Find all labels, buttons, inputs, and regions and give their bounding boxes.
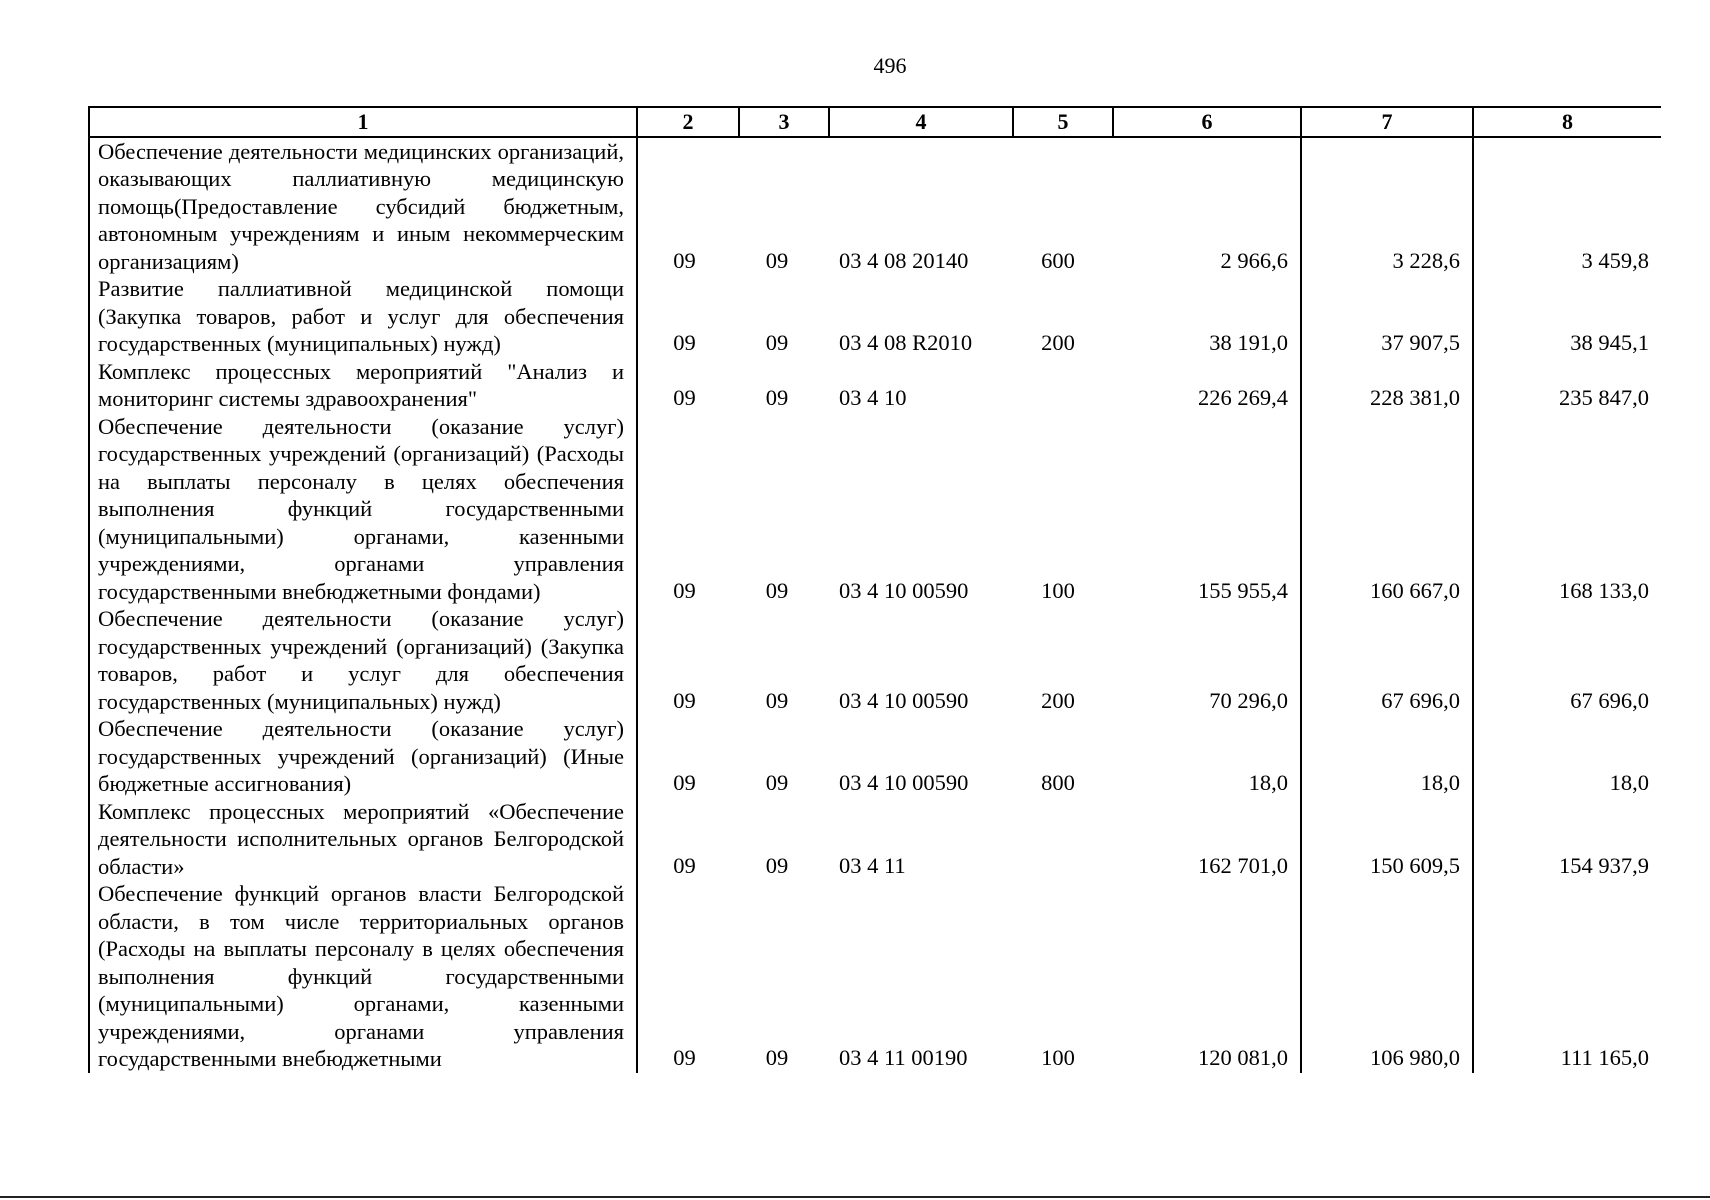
amount-year-3: 18,0 [1609,770,1649,795]
amount-year-1-cell [1113,275,1301,358]
row-description: Обеспечение деятельности (оказание услуг) государственных учреждений (организаций) (Закупка товаров, работ и услуг для обеспечения государственных (муниципальных) нужд) [89,605,637,715]
amount-year-2-cell [1301,715,1473,798]
section-code: 09 [673,330,696,355]
amount-year-3-cell [1473,275,1661,358]
amount-year-1-cell [1113,358,1301,413]
column-header: 1 [89,107,637,137]
subsection-code: 09 [765,687,789,713]
expense-type-code-cell [1013,798,1113,881]
expense-type-code-cell [1013,880,1113,1073]
amount-year-1: 226 269,4 [1198,385,1288,410]
page-bottom-edge [0,1196,1710,1198]
table-row [89,715,1661,798]
section-code: 09 [673,577,696,603]
expense-type-code-cell [1013,715,1113,798]
amount-year-3: 168 133,0 [1559,577,1649,603]
expense-type-code: 200 [1041,687,1075,713]
target-article-code-cell [829,798,1013,881]
amount-year-3: 67 696,0 [1570,687,1649,713]
budget-table [88,106,1661,1073]
target-article-code: 03 4 08 20140 [839,247,969,273]
amount-year-3: 154 937,9 [1559,852,1649,878]
section-code: 09 [673,247,696,273]
section-code-cell [637,358,739,413]
target-article-code-cell [829,137,1013,276]
amount-year-3-cell [1473,413,1661,606]
subsection-code: 09 [765,247,789,273]
amount-year-1-cell [1113,798,1301,881]
target-article-code: 03 4 10 00590 [839,577,969,603]
amount-year-2-cell [1301,413,1473,606]
amount-year-3-cell [1473,137,1661,276]
table-row [89,798,1661,881]
column-header: 8 [1473,107,1661,137]
row-description: Обеспечение деятельности (оказание услуг) государственных учреждений (организаций) (Расходы на выплаты персоналу в целях обеспечения выполнения функций государственными (муниципальными) органами, казенными учреждениями, органами управления государственными внебюджетными фондами) [89,413,637,606]
subsection-code: 09 [765,852,789,878]
section-code-cell [637,798,739,881]
amount-year-1-cell [1113,880,1301,1073]
target-article-code: 03 4 08 R2010 [839,330,973,355]
subsection-code: 09 [765,330,789,355]
section-code: 09 [673,1045,696,1070]
amount-year-2-cell [1301,880,1473,1073]
amount-year-1: 38 191,0 [1209,330,1288,355]
row-description: Обеспечение деятельности (оказание услуг) государственных учреждений (организаций) (Иные бюджетные ассигнования) [89,715,637,798]
expense-type-code: 100 [1041,577,1075,603]
amount-year-1: 18,0 [1248,770,1288,795]
subsection-code-cell [739,137,829,276]
subsection-code-cell [739,275,829,358]
row-description: Комплекс процессных мероприятий «Обеспечение деятельности исполнительных органов Белгородской области» [89,798,637,881]
table-body [89,137,1661,1073]
section-code-cell [637,880,739,1073]
amount-year-2-cell [1301,358,1473,413]
target-article-code-cell [829,413,1013,606]
target-article-code-cell [829,605,1013,715]
subsection-code-cell [739,358,829,413]
column-header: 7 [1301,107,1473,137]
section-code: 09 [673,385,696,410]
expense-type-code: 100 [1041,1045,1075,1070]
expense-type-code: 200 [1041,330,1075,355]
amount-year-2: 106 980,0 [1370,1045,1460,1070]
expense-type-code: 800 [1041,770,1075,795]
subsection-code-cell [739,605,829,715]
amount-year-3: 38 945,1 [1570,330,1649,355]
amount-year-3-cell [1473,358,1661,413]
amount-year-2: 160 667,0 [1370,577,1460,603]
target-article-code: 03 4 10 00590 [839,687,969,713]
row-description: Комплекс процессных мероприятий "Анализ и мониторинг системы здравоохранения" [89,358,637,413]
subsection-code: 09 [765,577,789,603]
subsection-code: 09 [765,770,789,795]
target-article-code: 03 4 11 [839,852,906,878]
amount-year-1: 120 081,0 [1198,1045,1288,1070]
amount-year-2-cell [1301,605,1473,715]
amount-year-1-cell [1113,137,1301,276]
amount-year-2: 37 907,5 [1381,330,1460,355]
amount-year-2-cell [1301,798,1473,881]
table-row [89,358,1661,413]
amount-year-3: 3 459,8 [1581,247,1649,273]
expense-type-code-cell [1013,605,1113,715]
section-code-cell [637,715,739,798]
section-code: 09 [673,770,696,795]
budget-table-frame [88,106,1661,1106]
section-code: 09 [673,852,696,878]
section-code: 09 [673,687,696,713]
amount-year-1-cell [1113,715,1301,798]
table-header-row [89,107,1661,137]
amount-year-3: 111 165,0 [1560,1045,1649,1070]
section-code-cell [637,605,739,715]
expense-type-code-cell [1013,275,1113,358]
table-row [89,275,1661,358]
expense-type-code: 600 [1041,247,1075,273]
subsection-code-cell [739,413,829,606]
expense-type-code-cell [1013,358,1113,413]
amount-year-2-cell [1301,137,1473,276]
target-article-code-cell [829,275,1013,358]
column-header: 6 [1113,107,1301,137]
amount-year-3-cell [1473,715,1661,798]
subsection-code-cell [739,715,829,798]
table-row [89,880,1661,1073]
row-description: Обеспечение деятельности медицинских организаций, оказывающих паллиативную медицинскую помощь(Предоставление субсидий бюджетным, автономным учреждениям и иным некоммерческим организациям) [89,137,637,276]
row-description: Развитие паллиативной медицинской помощи (Закупка товаров, работ и услуг для обеспечения государственных (муниципальных) нужд) [89,275,637,358]
target-article-code: 03 4 10 [839,385,907,410]
subsection-code: 09 [765,1045,789,1070]
column-header: 5 [1013,107,1113,137]
amount-year-2-cell [1301,275,1473,358]
table-row [89,413,1661,606]
amount-year-2: 67 696,0 [1381,687,1460,713]
target-article-code-cell [829,358,1013,413]
target-article-code-cell [829,880,1013,1073]
table-row [89,137,1661,276]
column-header: 4 [829,107,1013,137]
target-article-code-cell [829,715,1013,798]
amount-year-3-cell [1473,880,1661,1073]
amount-year-2: 3 228,6 [1392,247,1460,273]
amount-year-1-cell [1113,605,1301,715]
table-row [89,605,1661,715]
amount-year-1: 162 701,0 [1198,852,1288,878]
target-article-code: 03 4 10 00590 [839,770,969,795]
expense-type-code-cell [1013,413,1113,606]
amount-year-1: 155 955,4 [1198,577,1288,603]
amount-year-2: 150 609,5 [1370,852,1460,878]
amount-year-2: 228 381,0 [1370,385,1460,410]
amount-year-3-cell [1473,605,1661,715]
row-description: Обеспечение функций органов власти Белгородской области, в том числе территориальных органов (Расходы на выплаты персоналу в целях обеспечения выполнения функций государственными (муниципальными) органами, казенными учреждениями, органами управления государственными внебюджетными [89,880,637,1073]
expense-type-code-cell [1013,137,1113,276]
page-number: 496 [873,53,907,78]
subsection-code: 09 [765,385,789,410]
section-code-cell [637,275,739,358]
section-code-cell [637,413,739,606]
amount-year-2: 18,0 [1420,770,1460,795]
amount-year-3-cell [1473,798,1661,881]
subsection-code-cell [739,798,829,881]
column-header: 3 [739,107,829,137]
amount-year-3: 235 847,0 [1559,385,1649,410]
amount-year-1: 70 296,0 [1209,687,1288,713]
subsection-code-cell [739,880,829,1073]
amount-year-1-cell [1113,413,1301,606]
target-article-code: 03 4 11 00190 [839,1045,968,1070]
column-header: 2 [637,107,739,137]
section-code-cell [637,137,739,276]
amount-year-1: 2 966,6 [1220,247,1288,273]
